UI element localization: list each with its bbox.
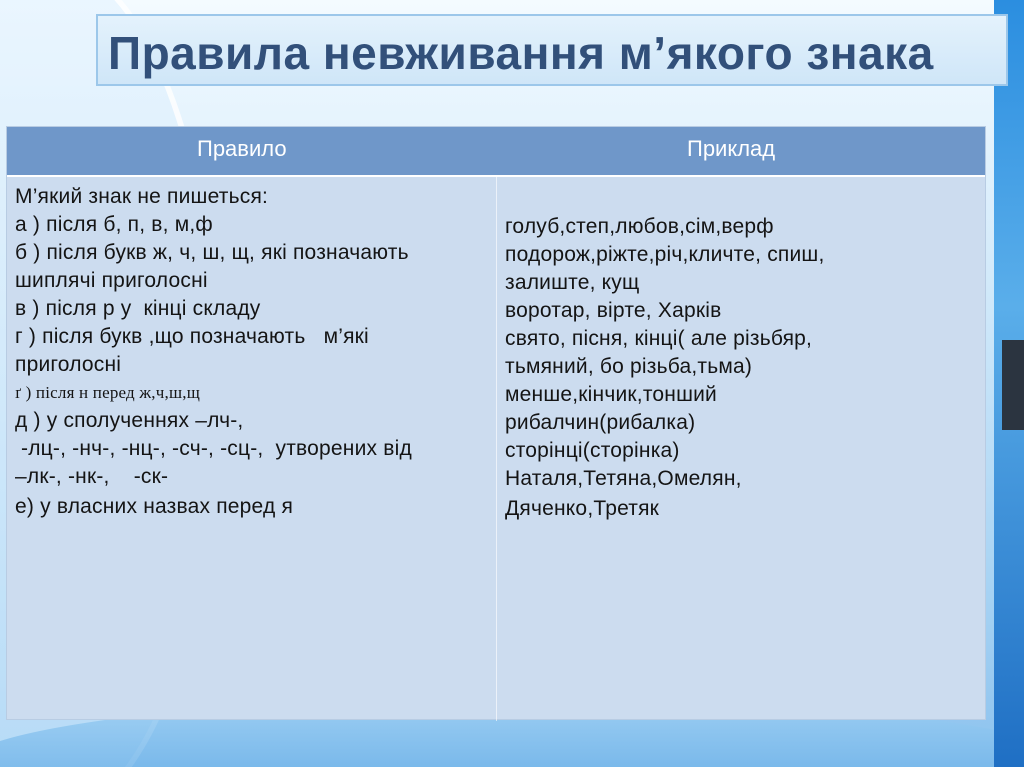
edge-strip: [1002, 340, 1024, 430]
rule-line: шиплячі приголосні: [15, 269, 208, 292]
table-header: [7, 127, 985, 177]
rule-line: –лк-, -нк-, -ск-: [15, 465, 169, 488]
rule-line: ґ ) після н перед ж,ч,ш,щ: [15, 383, 200, 402]
example-line: залиште, кущ: [505, 271, 640, 294]
example-line: тьмяний, бо різьба,тьма): [505, 355, 753, 378]
example-line: Наталя,Тетяна,Омелян,: [505, 467, 742, 490]
rule-line: г ) після букв ,що позначають м’які: [15, 325, 369, 348]
example-line: воротар, вірте, Харків: [505, 299, 722, 322]
rule-line: в ) після р у кінці складу: [15, 297, 261, 320]
example-line: Дяченко,Третяк: [505, 497, 660, 520]
rule-line: приголосні: [15, 353, 122, 376]
example-line: менше,кінчик,тонший: [505, 383, 717, 406]
rule-line: е) у власних назвах перед я: [15, 495, 294, 518]
title-box: [96, 14, 1008, 86]
example-line: свято, пісня, кінці( але різьбяр,: [505, 327, 813, 350]
header-example: Приклад: [687, 136, 776, 161]
header-rule: Правило: [197, 136, 287, 161]
example-line: подорож,ріжте,річ,кличте, спиш,: [505, 243, 825, 266]
example-line: голуб,степ,любов,сім,верф: [505, 215, 774, 238]
rule-line: б ) після букв ж, ч, ш, щ, які позначають: [15, 241, 409, 264]
example-line: рибалчин(рибалка): [505, 411, 696, 434]
rule-line: -лц-, -нч-, -нц-, -сч-, -сц-, утворених від: [15, 437, 412, 460]
example-line: сторінці(сторінка): [505, 439, 680, 462]
slide-title: Правила невживання м’якого знака: [108, 27, 934, 79]
rule-line: д ) у сполученнях –лч-,: [15, 409, 244, 432]
rules-table: [6, 126, 986, 720]
rule-line: а ) після б, п, в, м,ф: [15, 213, 213, 236]
column-divider: [496, 177, 497, 721]
rule-line: М’який знак не пишеться:: [15, 185, 269, 208]
